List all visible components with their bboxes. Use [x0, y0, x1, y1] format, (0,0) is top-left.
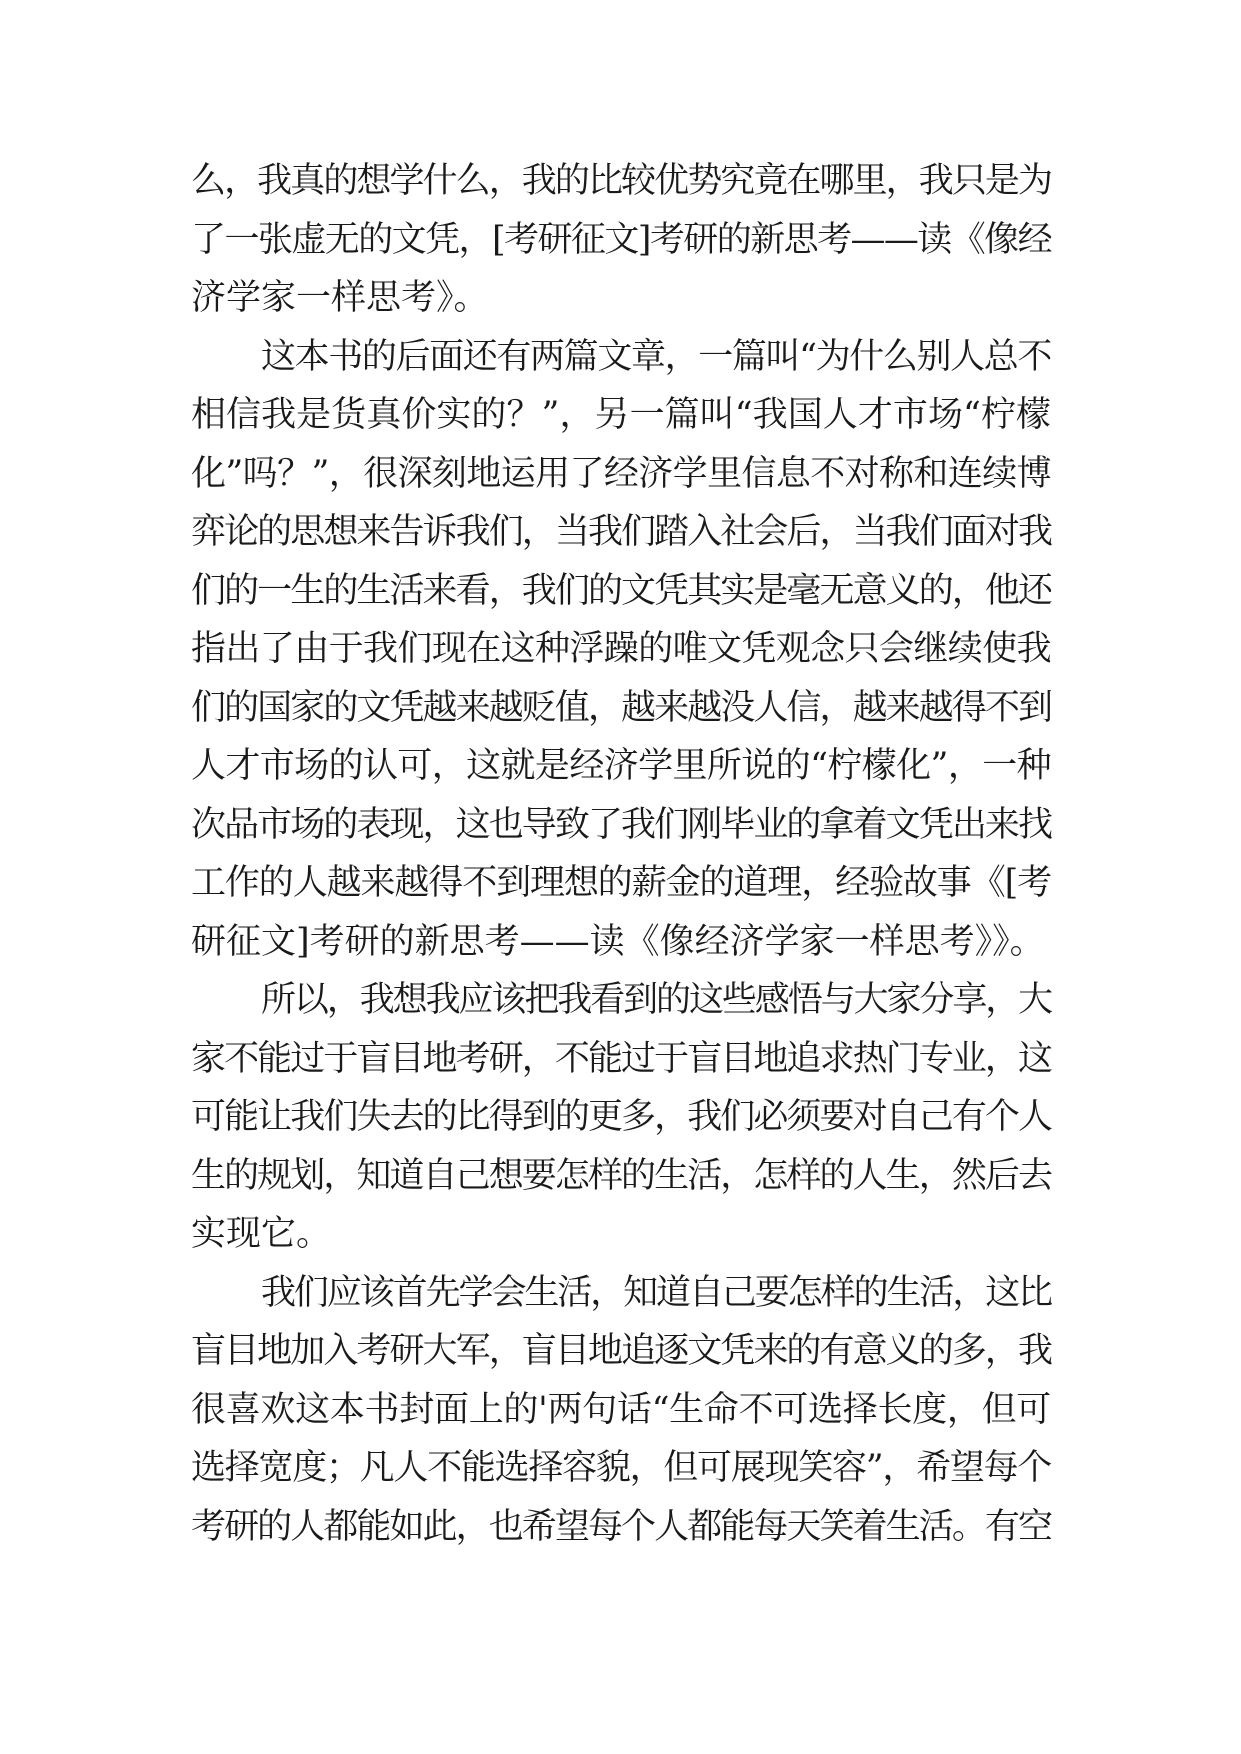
- text-line: 次品市场的表现，这也导致了我们刚毕业的拿着文凭出来找: [191, 804, 1051, 845]
- text-line: 指出了由于我们现在这种浮躁的唯文凭观念只会继续使我: [191, 629, 1051, 669]
- text-line: 么，我真的想学什么，我的比较优势究竟在哪里，我只是为: [191, 161, 1051, 201]
- paragraph-4: [191, 1264, 1051, 1557]
- text-line: 考研的人都能如此，也希望每个人都能每天笑着生活。有空: [191, 1506, 1051, 1547]
- text-line: 了一张虚无的文凭，[考研征文]考研的新思考——读《像经: [191, 219, 1051, 260]
- paragraph-3: [191, 971, 1051, 1264]
- text-line: 们的国家的文凭越来越贬值，越来越没人信，越来越得不到: [191, 687, 1051, 728]
- text-line: 人才市场的认可，这就是经济学里所说的“柠檬化”，一种: [191, 746, 1051, 786]
- text-line: 相信我是货真价实的？”，另一篇叫“我国人才市场“柠檬: [191, 395, 1051, 435]
- paragraph-1: [191, 152, 1051, 328]
- text-line: 们的一生的生活来看，我们的文凭其实是毫无意义的，他还: [191, 570, 1051, 611]
- text-line: 工作的人越来越得不到理想的薪金的道理，经验故事《[考: [191, 863, 1051, 903]
- text-line: 济学家一样思考》。: [191, 278, 489, 318]
- text-line: 可能让我们失去的比得到的更多，我们必须要对自己有个人: [191, 1097, 1051, 1137]
- text-line: 选择宽度；凡人不能选择容貌，但可展现笑容”，希望每个: [191, 1448, 1051, 1488]
- text-line: 这本书的后面还有两篇文章，一篇叫“为什么别人总不: [261, 336, 1051, 377]
- text-line: 生的规划，知道自己想要怎样的生活，怎样的人生，然后去: [191, 1155, 1051, 1196]
- text-line: 所以，我想我应该把我看到的这些感悟与大家分享，大: [261, 980, 1051, 1020]
- text-line: 化”吗？”，很深刻地运用了经济学里信息不对称和连续博: [191, 453, 1051, 494]
- document-page: [191, 152, 1051, 1556]
- text-line: 实现它。: [191, 1214, 332, 1254]
- text-line: 盲目地加入考研大军，盲目地追逐文凭来的有意义的多，我: [191, 1331, 1051, 1371]
- text-line: 很喜欢这本书封面上的'两句话“生命不可选择长度，但可: [191, 1389, 1051, 1430]
- paragraph-2: [191, 328, 1051, 972]
- text-line: 家不能过于盲目地考研，不能过于盲目地追求热门专业，这: [191, 1038, 1051, 1079]
- text-line: 我们应该首先学会生活，知道自己要怎样的生活，这比: [261, 1272, 1051, 1313]
- text-line: 研征文]考研的新思考——读《像经济学家一样思考》》。: [191, 921, 1045, 962]
- text-line: 弈论的思想来告诉我们，当我们踏入社会后，当我们面对我: [191, 512, 1051, 552]
